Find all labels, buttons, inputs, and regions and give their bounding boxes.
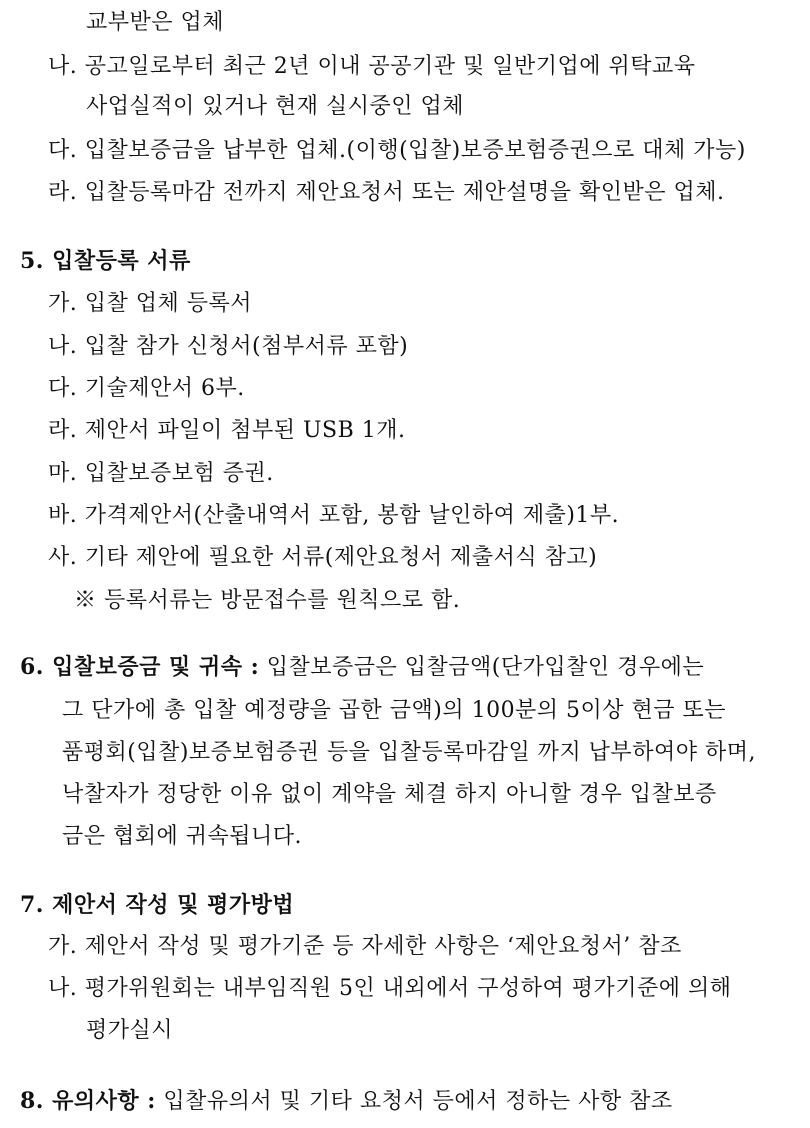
section-6-text-3: 품평회(입찰)보증보험증권 등을 입찰등록마감일 까지 납부하여야 하며,: [62, 740, 756, 765]
section-8-line: [20, 1086, 673, 1116]
intro-item-ra: 라. 입찰등록마감 전까지 제안요청서 또는 제안설명을 확인받은 업체.: [48, 180, 725, 205]
intro-item-na-line-2: 사업실적이 있거나 현재 실시중인 업체: [86, 94, 465, 119]
intro-line-continuation: 교부받은 업체: [86, 10, 225, 35]
section-5-item-1: 가. 입찰 업체 등록서: [48, 291, 252, 316]
section-6-text-4: 낙찰자가 정당한 이유 없이 계약을 체결 하지 아니할 경우 입찰보증: [62, 782, 717, 807]
section-7-item-na-line-2: 평가실시: [86, 1018, 174, 1043]
section-6-text-5: 금은 협회에 귀속됩니다.: [62, 824, 303, 849]
section-5-heading: 5. 입찰등록 서류: [20, 248, 191, 274]
section-5-item-6: 바. 가격제안서(산출내역서 포함, 봉함 날인하여 제출)1부.: [48, 503, 620, 528]
section-8-text: 입찰유의서 및 기타 요청서 등에서 정하는 사항 참조: [163, 1089, 673, 1114]
section-6-text-2: 그 단가에 총 입찰 예정량을 곱한 금액)의 100분의 5이상 현금 또는: [62, 698, 727, 723]
intro-item-da: 다. 입찰보증금을 납부한 업체.(이행(입찰)보증보험증권으로 대체 가능): [48, 138, 746, 163]
section-8-heading: 8. 유의사항 :: [20, 1088, 156, 1114]
section-6-first-line: [20, 652, 704, 682]
section-6-heading: 6. 입찰보증금 및 귀속 :: [20, 654, 260, 680]
section-5-note: ※ 등록서류는 방문접수를 원칙으로 함.: [74, 588, 461, 613]
section-7-item-ga: 가. 제안서 작성 및 평가기준 등 자세한 사항은 ‘제안요청서’ 참조: [48, 934, 682, 959]
section-7-heading: 7. 제안서 작성 및 평가방법: [20, 892, 295, 918]
section-6-text-1: 입찰보증금은 입찰금액(단가입찰인 경우에는: [266, 655, 705, 680]
section-5-item-5: 마. 입찰보증보험 증권.: [48, 461, 274, 486]
intro-item-na-line-1: 나. 공고일로부터 최근 2년 이내 공공기관 및 일반기업에 위탁교육: [48, 54, 696, 79]
section-5-item-3: 다. 기술제안서 6부.: [48, 376, 245, 401]
section-5-item-4: 라. 제안서 파일이 첨부된 USB 1개.: [48, 418, 406, 443]
section-5-item-2: 나. 입찰 참가 신청서(첨부서류 포함): [48, 334, 409, 359]
section-5-item-7: 사. 기타 제안에 필요한 서류(제안요청서 제출서식 참고): [48, 545, 598, 570]
section-7-item-na-line-1: 나. 평가위원회는 내부임직원 5인 내외에서 구성하여 평가기준에 의해: [48, 976, 732, 1001]
